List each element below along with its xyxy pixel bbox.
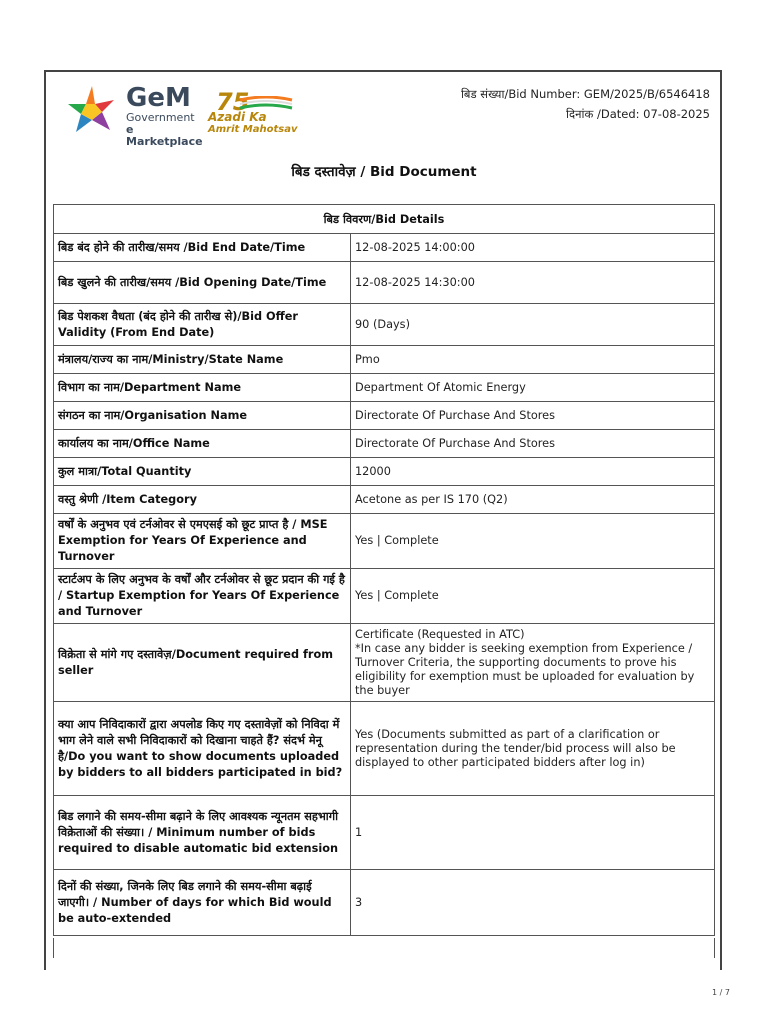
table-row [54, 486, 715, 514]
row-value: Department Of Atomic Energy [351, 374, 715, 402]
table-row [54, 458, 715, 486]
row-label: दिनों की संख्या, जिनके लिए बिड लगाने की समय-सीमा बढ़ाई जाएगी। / Number of days for which Bid would be auto-extended [54, 870, 351, 936]
table-continuation [53, 938, 715, 958]
row-label: वर्षों के अनुभव एवं टर्नओवर से एमएसई को छूट प्राप्त है / MSE Exemption for Years Of Experience and Turnover [54, 514, 351, 569]
bid-date: दिनांक /Dated: 07-08-2025 [566, 107, 710, 121]
row-label: मंत्रालय/राज्य का नाम/Ministry/State Name [54, 346, 351, 374]
table-row [54, 402, 715, 430]
gem-name: GeM [126, 83, 191, 113]
azadi-line2: Amrit Mahotsav [208, 124, 298, 135]
table-row [54, 234, 715, 262]
table-row [54, 796, 715, 870]
row-label: स्टार्टअप के लिए अनुभव के वर्षों और टर्नओवर से छूट प्रदान की गई है / Startup Exemption for Years Of Experience and Turnover [54, 569, 351, 624]
gem-subtitle-2: e Marketplace [126, 123, 203, 148]
page-number: 1 / 7 [712, 988, 730, 997]
table-row [54, 624, 715, 702]
gem-star-icon [64, 82, 120, 138]
azadi-number: 75 [216, 88, 250, 116]
row-label: विक्रेता से मांगे गए दस्तावेज़/Document required from seller [54, 624, 351, 702]
row-value: 12000 [351, 458, 715, 486]
gem-subtitle-1: Government [126, 111, 195, 124]
row-value: Pmo [351, 346, 715, 374]
bid-meta [461, 84, 710, 124]
row-value: 12-08-2025 14:30:00 [351, 262, 715, 304]
bid-details-table [53, 204, 715, 936]
bid-number: बिड संख्या/Bid Number: GEM/2025/B/6546418 [460, 87, 710, 101]
row-label: कार्यालय का नाम/Office Name [54, 430, 351, 458]
gem-logo [64, 82, 204, 148]
row-value: Certificate (Requested in ATC) *In case any bidder is seeking exemption from Experience / Turnover Criteria, the supporting documents to prove his eligibility for exemption must be uploaded for evaluation by the buyer [351, 624, 715, 702]
row-value: Directorate Of Purchase And Stores [351, 430, 715, 458]
row-label: बिड बंद होने की तारीख/समय /Bid End Date/Time [54, 234, 351, 262]
table-row [54, 430, 715, 458]
row-value: Acetone as per IS 170 (Q2) [351, 486, 715, 514]
row-label: वस्तु श्रेणी /Item Category [54, 486, 351, 514]
table-heading: बिड विवरण/Bid Details [54, 205, 715, 234]
row-value: 12-08-2025 14:00:00 [351, 234, 715, 262]
row-label: कुल मात्रा/Total Quantity [54, 458, 351, 486]
azadi-line1: Azadi Ka [208, 110, 267, 124]
row-label: बिड खुलने की तारीख/समय /Bid Opening Date/Time [54, 262, 351, 304]
table-row [54, 304, 715, 346]
azadi-logo [208, 88, 300, 136]
table-row [54, 702, 715, 796]
row-label: बिड लगाने की समय-सीमा बढ़ाने के लिए आवश्यक न्यूनतम सहभागी विक्रेताओं की संख्या। / Minimum number of bids required to disable automatic bid extension [54, 796, 351, 870]
row-value: Directorate Of Purchase And Stores [351, 402, 715, 430]
tricolor-flag-icon [238, 96, 294, 110]
row-value: Yes | Complete [351, 514, 715, 569]
row-label: बिड पेशकश वैधता (बंद होने की तारीख से)/Bid Offer Validity (From End Date) [54, 304, 351, 346]
page-title: बिड दस्तावेज़ / Bid Document [291, 164, 477, 180]
row-label: क्या आप निविदाकारों द्वारा अपलोड किए गए दस्तावेज़ों को निविदा में भाग लेने वाले सभी निविदाकारों को दिखाना चाहते हैं? संदर्भ मेनू है/Do you want to show documents uploaded by bidders to all bidders participated in bid? [54, 702, 351, 796]
row-value: 3 [351, 870, 715, 936]
table-row [54, 346, 715, 374]
row-value: Yes (Documents submitted as part of a clarification or representation during the tender/bid process will also be displayed to other participated bidders after log in) [351, 702, 715, 796]
table-row [54, 374, 715, 402]
table-row [54, 569, 715, 624]
row-value: Yes | Complete [351, 569, 715, 624]
row-value: 1 [351, 796, 715, 870]
table-row [54, 514, 715, 569]
row-value: 90 (Days) [351, 304, 715, 346]
table-header-row [54, 205, 715, 234]
row-label: संगठन का नाम/Organisation Name [54, 402, 351, 430]
table-row [54, 870, 715, 936]
row-label: विभाग का नाम/Department Name [54, 374, 351, 402]
table-row [54, 262, 715, 304]
